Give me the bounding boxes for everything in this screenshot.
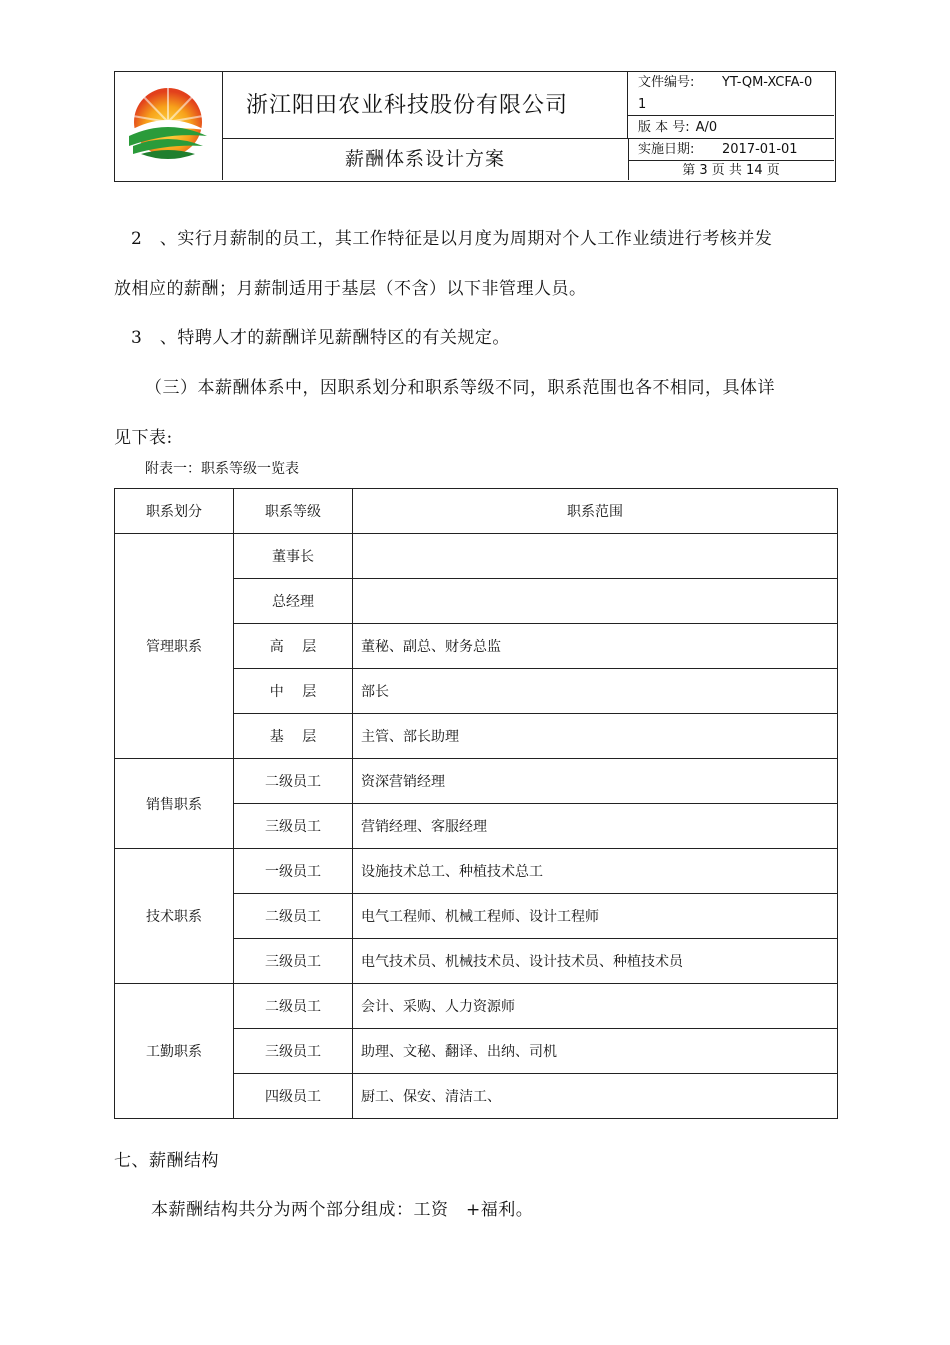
level-cell: 基 层 bbox=[234, 714, 353, 759]
table-row bbox=[115, 849, 838, 894]
doc-number-cell bbox=[628, 72, 834, 116]
level-cell: 一级员工 bbox=[234, 849, 353, 894]
doc-number-label: 文件编号: bbox=[638, 75, 695, 90]
logo-cell bbox=[115, 72, 223, 180]
job-grade-table bbox=[114, 488, 838, 1119]
level-cell: 总经理 bbox=[234, 579, 353, 624]
group-name: 销售职系 bbox=[115, 759, 234, 849]
doc-number-value: YT-QM-XCFA-0 bbox=[722, 75, 813, 90]
table-header-row bbox=[115, 489, 838, 534]
scope-cell bbox=[353, 534, 838, 579]
scope-cell: 会计、采购、人力资源师 bbox=[353, 984, 838, 1029]
version-label: 版 本 号: bbox=[638, 120, 690, 135]
scope-cell: 设施技术总工、种植技术总工 bbox=[353, 849, 838, 894]
header-level: 职系等级 bbox=[234, 489, 353, 534]
paragraph-1: 2 、实行月薪制的员工，其工作特征是以月度为周期对个人工作业绩进行考核并发 bbox=[131, 229, 773, 249]
paragraph-4: （三）本薪酬体系中，因职系划分和职系等级不同，职系范围也各不相同，具体详 bbox=[145, 378, 775, 398]
paragraph-3: 3 、特聘人才的薪酬详见薪酬特区的有关规定。 bbox=[131, 328, 510, 348]
paragraph-6: 本薪酬结构共分为两个部分组成：工资 +福利。 bbox=[151, 1200, 534, 1220]
level-cell: 三级员工 bbox=[234, 939, 353, 984]
scope-cell: 助理、文秘、翻译、出纳、司机 bbox=[353, 1029, 838, 1074]
scope-cell: 电气技术员、机械技术员、设计技术员、种植技术员 bbox=[353, 939, 838, 984]
version-cell bbox=[628, 116, 834, 139]
header-scope: 职系范围 bbox=[353, 489, 838, 534]
company-name: 浙江阳田农业科技股份有限公司 bbox=[222, 72, 628, 139]
paragraph-5: 见下表: bbox=[114, 428, 173, 448]
scope-cell: 主管、部长助理 bbox=[353, 714, 838, 759]
scope-cell bbox=[353, 579, 838, 624]
company-logo-icon bbox=[123, 80, 213, 170]
date-cell bbox=[628, 139, 834, 161]
level-cell: 三级员工 bbox=[234, 804, 353, 849]
doc-number-continuation: 1 bbox=[638, 97, 647, 112]
date-label: 实施日期: bbox=[638, 142, 695, 157]
level-cell: 高 层 bbox=[234, 624, 353, 669]
table-row bbox=[115, 759, 838, 804]
scope-cell: 资深营销经理 bbox=[353, 759, 838, 804]
group-name: 工勤职系 bbox=[115, 984, 234, 1119]
header-division: 职系划分 bbox=[115, 489, 234, 534]
scope-cell: 厨工、保安、清洁工、 bbox=[353, 1074, 838, 1119]
paragraph-2: 放相应的薪酬；月薪制适用于基层（不含）以下非管理人员。 bbox=[114, 279, 587, 299]
level-cell: 中 层 bbox=[234, 669, 353, 714]
level-cell: 二级员工 bbox=[234, 759, 353, 804]
level-cell: 二级员工 bbox=[234, 984, 353, 1029]
date-value: 2017-01-01 bbox=[722, 142, 798, 157]
section-heading: 七、薪酬结构 bbox=[114, 1151, 219, 1171]
scope-cell: 部长 bbox=[353, 669, 838, 714]
scope-cell: 电气工程师、机械工程师、设计工程师 bbox=[353, 894, 838, 939]
scope-cell: 营销经理、客服经理 bbox=[353, 804, 838, 849]
group-name: 技术职系 bbox=[115, 849, 234, 984]
document-header bbox=[114, 71, 836, 182]
table-caption: 附表一：职系等级一览表 bbox=[145, 461, 299, 477]
scope-cell: 董秘、副总、财务总监 bbox=[353, 624, 838, 669]
level-cell: 三级员工 bbox=[234, 1029, 353, 1074]
level-cell: 二级员工 bbox=[234, 894, 353, 939]
group-name: 管理职系 bbox=[115, 534, 234, 759]
page-number: 第 3 页 共 14 页 bbox=[682, 163, 780, 178]
level-cell: 董事长 bbox=[234, 534, 353, 579]
document-title: 薪酬体系设计方案 bbox=[222, 139, 629, 180]
level-cell: 四级员工 bbox=[234, 1074, 353, 1119]
table-row bbox=[115, 984, 838, 1029]
version-value: A/0 bbox=[695, 120, 718, 135]
table-row bbox=[115, 534, 838, 579]
